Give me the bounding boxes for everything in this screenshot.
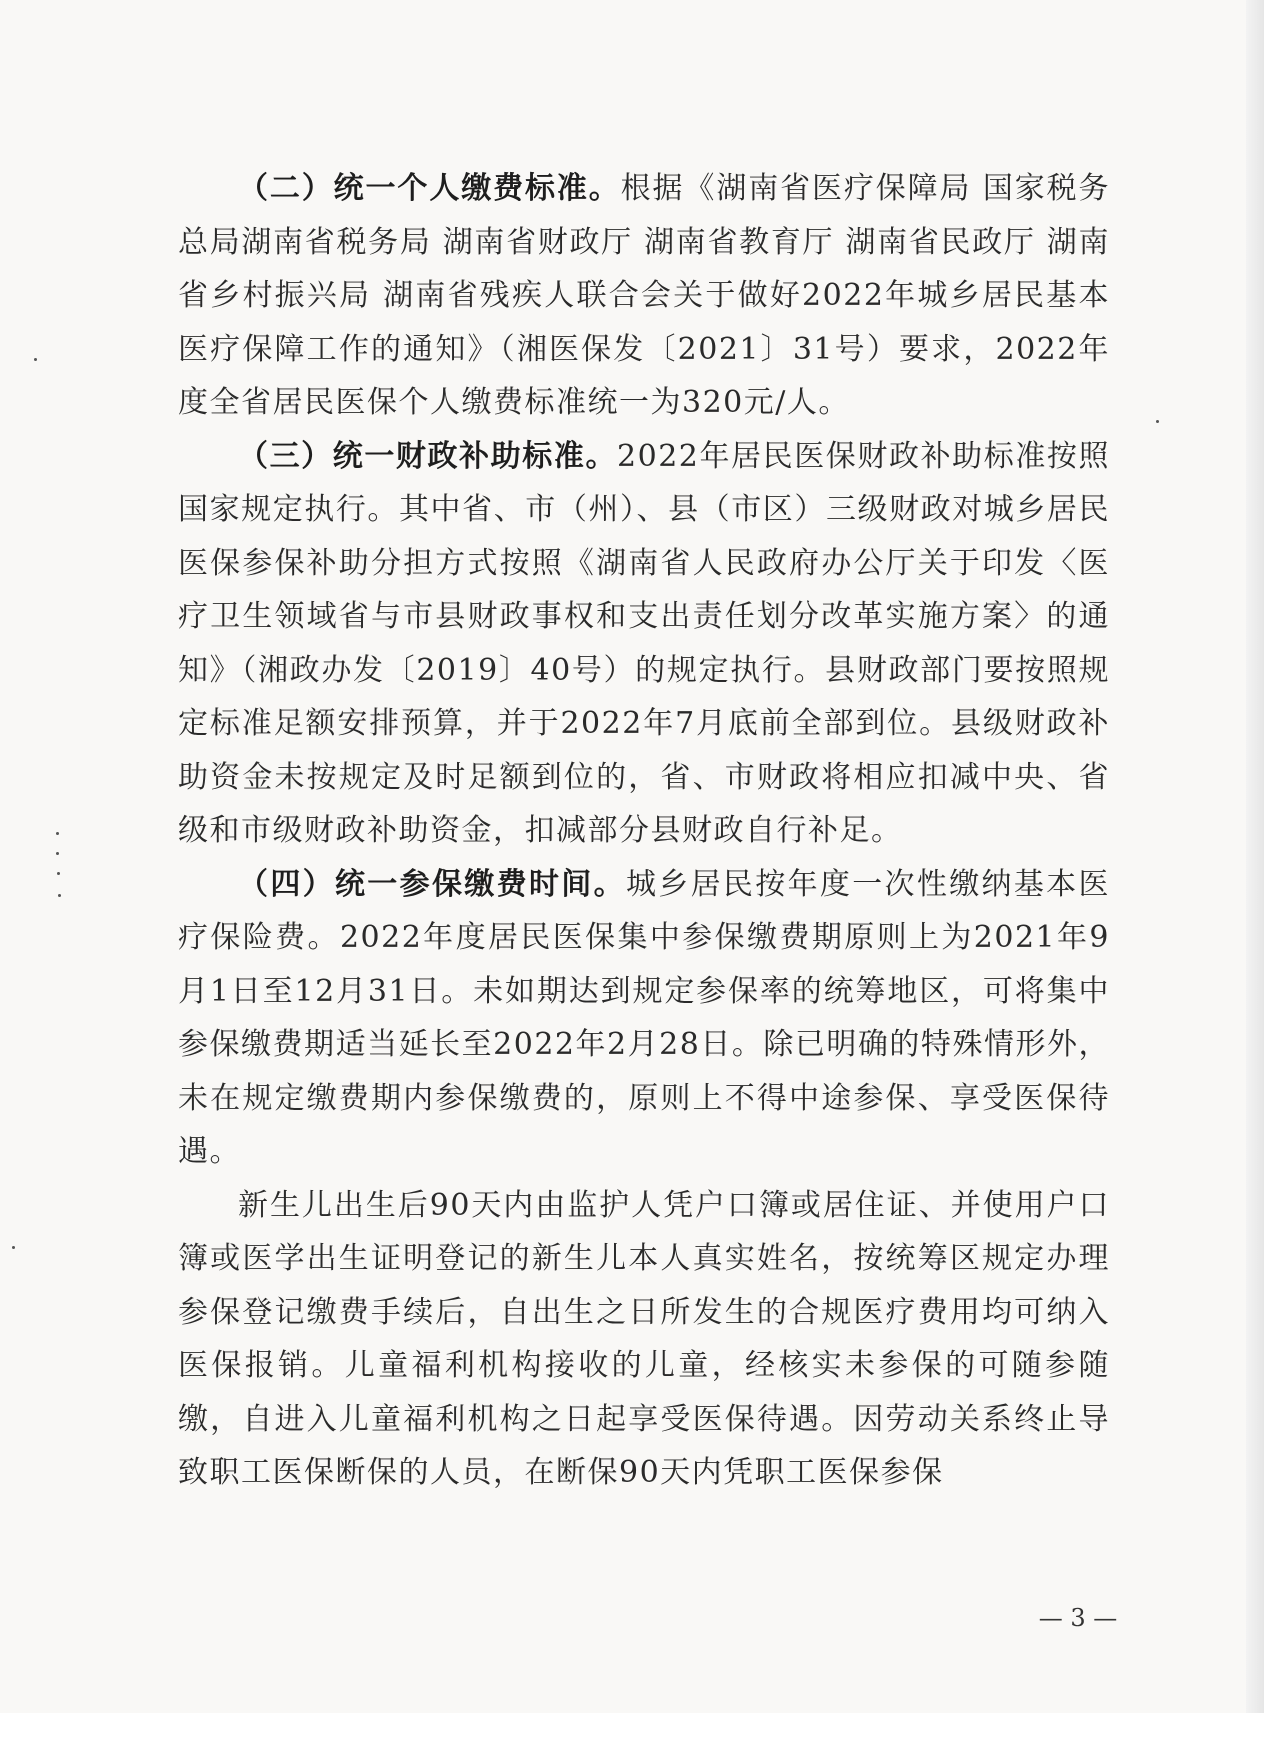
paragraph-newborn-enrollment (178, 1179, 1110, 1500)
paragraph-text: 根据《湖南省医疗保障局 国家税务总局湖南省税务局 湖南省财政厅 湖南省教育厅 湖南省民政厅 湖南省乡村振兴局 湖南省残疾人联合会关于做好2022年城乡居民基本医疗保障工作的通知》（湘医保发〔2021〕31号）要求，2022年度全省居民医保个人缴费标准统一为320元/人。 (178, 171, 1110, 420)
scan-speck (34, 358, 37, 361)
paragraph-text: 2022年居民医保财政补助标准按照国家规定执行。其中省、市（州）、县（市区）三级财政对城乡居民医保参保补助分担方式按照《湖南省人民政府办公厅关于印发〈医疗卫生领域省与市县财政事权和支出责任划分改革实施方案〉的通知》（湘政办发〔2019〕40号）的规定执行。县财政部门要按照规定标准足额安排预算，并于2022年7月底前全部到位。县级财政补助资金未按规定及时足额到位的，省、市财政将相应扣减中央、省级和市级财政补助资金，扣减部分县财政自行补足。 (178, 438, 1110, 848)
section-heading: （二）统一个人缴费标准。 (238, 171, 621, 206)
scan-edge-shadow (1246, 0, 1264, 1753)
scan-speck (56, 832, 59, 835)
paragraph-unified-enrollment-period (178, 858, 1110, 1179)
section-heading: （三）统一财政补助标准。 (238, 438, 618, 474)
document-body (178, 162, 1110, 1500)
scan-speck (1156, 420, 1159, 423)
scan-bottom-margin (0, 1713, 1264, 1753)
paragraph-text: 新生儿出生后90天内由监护人凭户口簿或居住证、并使用户口簿或医学出生证明登记的新生儿本人真实姓名，按统筹区规定办理参保登记缴费手续后，自出生之日所发生的合规医疗费用均可纳入医保报销。儿童福利机构接收的儿童，经核实未参保的可随参随缴，自进入儿童福利机构之日起享受医保待遇。因劳动关系终止导致职工医保断保的人员，在断保90天内凭职工医保参保 (178, 1187, 1110, 1490)
page-number: — 3 — (1038, 1604, 1118, 1632)
paragraph-unified-fiscal-subsidy (178, 430, 1110, 858)
paragraph-unified-personal-contribution (178, 162, 1110, 430)
scan-speck (12, 1246, 15, 1249)
scan-speck (57, 872, 60, 875)
scan-speck (56, 852, 59, 855)
paragraph-text: 城乡居民按年度一次性缴纳基本医疗保险费。2022年度居民医保集中参保缴费期原则上为2021年9月1日至12月31日。未如期达到规定参保率的统筹地区，可将集中参保缴费期适当延长至2022年2月28日。除已明确的特殊情形外，未在规定缴费期内参保缴费的，原则上不得中途参保、享受医保待遇。 (178, 866, 1111, 1169)
section-heading: （四）统一参保缴费时间。 (238, 866, 626, 902)
scan-speck (58, 894, 61, 897)
